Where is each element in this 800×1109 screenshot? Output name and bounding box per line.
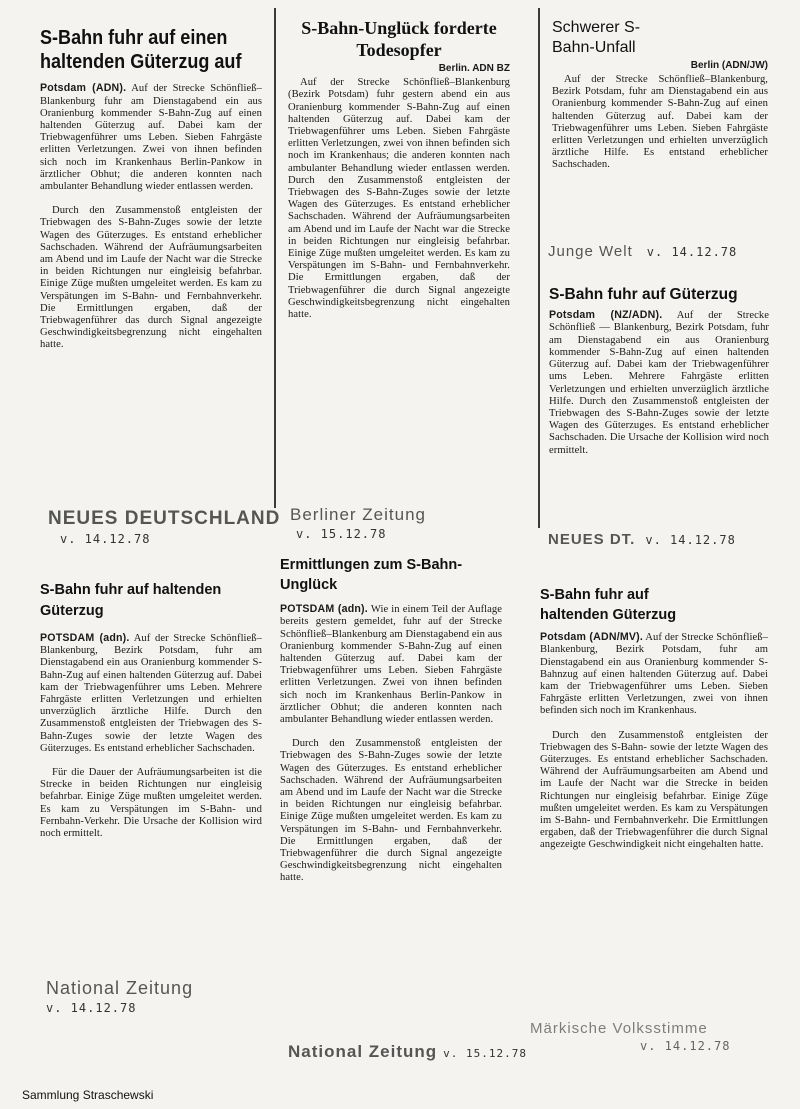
source-stamp: NEUES DT. v. 14.12.78 [548,531,736,548]
source-stamp: Berliner Zeitung v. 15.12.78 [290,505,427,541]
article-body [40,82,262,351]
article-body [540,631,768,851]
headline: Schwerer S-Bahn-Unfall [552,19,641,56]
source-stamp: National Zeitung v. 14.12.78 [46,978,194,1015]
paragraph: Auf der Strecke Schönfließ–Blankenburg (Bezirk Potsdam) fuhr gestern abend ein aus Oranienburg kommender S-Bahn-Zug auf einen haltenden Güterzug auf. Dabei kam der Triebwagenführer ums Leben. Sieben Fahrgäste erlitten Verletzungen, zwei von ihnen befinden sich noch im Krankenhaus; die anderen konnten nach ambulanter Behandlung wieder entlassen werden. Durch den Zusammenstoß entgleisten der Triebwagen des S-Bahn-Zuges sowie der letzte Wagen des Güterzuges. Es entstand erheblicher Sachschaden. Während der Aufräumungsarbeiten am Abend und im Laufe der Nacht war die Strecke in beiden Richtungen nur eingleisig befahrbar. Einige Züge mußten umgeleitet werden. Es kam zu Verspätungen im S-Bahn- und Fernbahnverkehr. Die Ermittlungen ergaben, daß der Triebwagenführer die durch Signal angezeigte Geschwindigkeitsbegrenzung nicht eingehalten hatte. [288,77,510,321]
clipping-national-zeitung-2 [280,556,502,1024]
headline: S-Bahn-Unglück forderte Todesopfer [301,18,497,60]
clipping-berliner-zeitung [288,18,510,494]
dateline: Potsdam (ADN). [40,82,127,95]
dateline: Potsdam (NZ/ADN). [549,309,663,322]
paragraph: Auf der Strecke Schönfließ — Blankenburg, Bezirk Potsdam, fuhr am Dienstagabend ein aus Oranienburg kommender S-Bahn-Zug auf einen haltenden Güterzug auf. Dabei kam der Triebwagenführer ums Leben. Mehrere Fahrgäste erlitten Verletzungen und erhielten unverzüglich ärztliche Hilfe. Durch den Zusammenstoß entgleisten der Triebwagen des S-Bahn-Zuges sowie der letzte Wagen des Güterzuges. Es entstand erheblicher Sachschaden. Die Ursache der Kollision wird noch ermittelt. [549,310,769,456]
column-rule-left [274,8,276,508]
clipping-junge-welt [552,18,768,228]
paragraph: Durch den Zusammenstoß entgleisten der Triebwagen des S-Bahn-Zuges sowie der letzte Wagen des Güterzuges. Es entstand erheblicher Sachschaden. Während der Aufräumungsarbeiten am Abend und im Laufe der Nacht war die Strecke in beiden Richtungen nur eingleisig befahrbar. Einige Züge mußten umgeleitet werden. Es kam zu Verspätungen im S-Bahn- und Fernbahnverkehr. Die Ermittlungen ergaben, daß der Triebwagenführer das durch Signal angezeigte Geschwindigkeitsbegrenzung nicht eingehalten hatte. [40,205,262,351]
paragraph: Auf der Strecke Schönfließ–Blankenburg, Bezirk Potsdam, fuhr am Dienstagabend ein aus Oranienburg kommender S-Bahn-Zug auf einen haltenden Güterzug auf. Dabei kam der Triebwagenführer ums Leben. Sieben Fahrgäste erlitten Verletzungen und erhielten unverzüglich ärztliche Hilfe. Es entstand erheblicher Sachschaden. [552,74,768,171]
clipping-maerkische-volksstimme [540,586,768,1000]
article-body [280,603,502,884]
paragraph: Durch den Zusammenstoß entgleisten der Triebwagen des S-Bahn- sowie der letzte Wagen des Güterzuges. Es entstand erheblicher Sachschaden. Während der Aufräumungsarbeiten am Abend und im Laufe der Nacht war die Strecke in beiden Richtungen nur eingleisig befahrbar. Einige Züge mußten umgeleitet werden. Es kam zu Verspätungen im S-Bahn- und Fernbahnverkehr. Die Ermittlungen ergaben, daß der Triebwagenführer die durch Signal angezeigte Geschwindigkeit nicht eingehalten hatte. [540,729,768,851]
headline: S-Bahn fuhr auf haltenden Güterzug [40,582,222,620]
column-rule-right [538,8,540,528]
source-stamp: Märkische Volksstimme v. 14.12.78 [530,1020,731,1053]
source-stamp: Junge Welt v. 14.12.78 [548,243,738,260]
paragraph: Auf der Strecke Schönfließ–Blankenburg fuhr am Dienstagabend ein aus Oranienburg kommender S-Bahn-Zug auf einen haltenden Güterzug auf. Dabei kam der Triebwagenführer ums Leben. Sieben Fahrgäste erlitten Verletzungen. Zwei von ihnen befinden sich noch im Krankenhaus Berlin-Pankow in ärztlicher Obhut; die anderen konnten nach ambulanter Behandlung wieder entlassen werden. [40,83,262,192]
paragraph: Für die Dauer der Aufräumungsarbeiten ist die Strecke in beiden Richtungen nur eingleisig befahrbar. Einige Züge mußten umgeleitet werden. Es kam zu Verspätungen im S-Bahn- und Fernbahn-Verkehr. Die Ursache der Kollision wird noch ermittelt. [40,767,262,840]
paragraph: Durch den Zusammenstoß entgleisten der Triebwagen des S-Bahn-Zuges sowie der letzte Wagen des Güterzuges. Es entstand erheblicher Sachschaden. Während der Aufräumungsarbeiten am Abend und im Laufe der Nacht war die Strecke in beiden Richtungen nur eingleisig befahrbar. Einige Züge mußten umgeleitet werden. Es kam zu Verspätungen im S-Bahn- und Fernbahnverkehr. Die Ermittlungen ergaben, daß der Triebwagenführer die durch Signal angezeigte Geschwindigkeitsbegrenzung nicht eingehalten hatte. [280,738,502,884]
clipping-s-bahn-fuhr-auf-gueterzug [549,286,769,522]
clipping-national-zeitung-1 [40,580,262,952]
article-body [40,632,262,840]
paragraph: Auf der Strecke Schönfließ–Blankenburg, Bezirk Potsdam, fuhr am Dienstagabend ein aus Oranienburg kommender S-Bahn-Zug auf einen haltenden Güterzug auf. Dabei kam der Triebwagenführer ums Leben. Mehrere Fahrgäste erlitten Verletzungen und erhielten unverzüglich ärztliche Hilfe. Durch den Zusammenstoß entgleisten der Triebwagen des S-Bahn-Zuges sowie der letzte Wagen des Güterzuges. Es entstand erheblicher Sachschaden. [40,633,262,754]
source-stamp: NEUES DEUTSCHLAND v. 14.12.78 [48,508,281,546]
dateline: POTSDAM (adn). [40,632,130,645]
article-body [549,309,769,456]
headline: S-Bahn fuhr auf einen haltenden Güterzug auf [40,26,242,74]
source-stamp: National Zeitung v. 15.12.78 [288,1042,528,1061]
headline: S-Bahn fuhr auf haltenden Güterzug [540,587,677,623]
paragraph: Auf der Strecke Schönfließ–Blankenburg, Bezirk Potsdam, fuhr am Dienstagabend ein aus Oranienburg kommender S-Bahnzug auf einen haltenden Güterzug auf. Dabei kam der Triebwagenführer ums Leben. Sieben Fahrgäste erlitten Verletzungen, zwei von ihnen befinden sich noch im Krankenhaus. [540,632,768,717]
collection-credit: Sammlung Straschewski [22,1088,154,1102]
dateline: POTSDAM (adn). [280,603,368,616]
paragraph: Wie in einem Teil der Auflage bereits gestern gemeldet, fuhr auf der Strecke Schönfließ–Blankenburg am Dienstagabend ein aus Oranienburg kommender S-Bahn-Zug auf einen haltenden Güterzug auf. Dabei kam der Triebwagenführer ums Leben. Sieben Fahrgäste erlitten Verletzungen. Zwei von ihnen befinden sich noch im Krankenhaus Berlin-Pankow in ärztlicher Obhut; die anderen konnten nach ambulanter Behandlung wieder entlassen werden. [280,604,502,725]
dateline: Potsdam (ADN/MV). [540,631,644,644]
article-body [552,74,768,172]
headline: Ermittlungen zum S-Bahn-Unglück [280,557,463,593]
dateline: Berlin (ADN/JW) [690,60,768,71]
dateline: Berlin. ADN BZ [438,63,510,75]
clipping-neues-deutschland [40,26,262,496]
article-body [288,77,510,321]
headline: S-Bahn fuhr auf Güterzug [549,286,738,303]
